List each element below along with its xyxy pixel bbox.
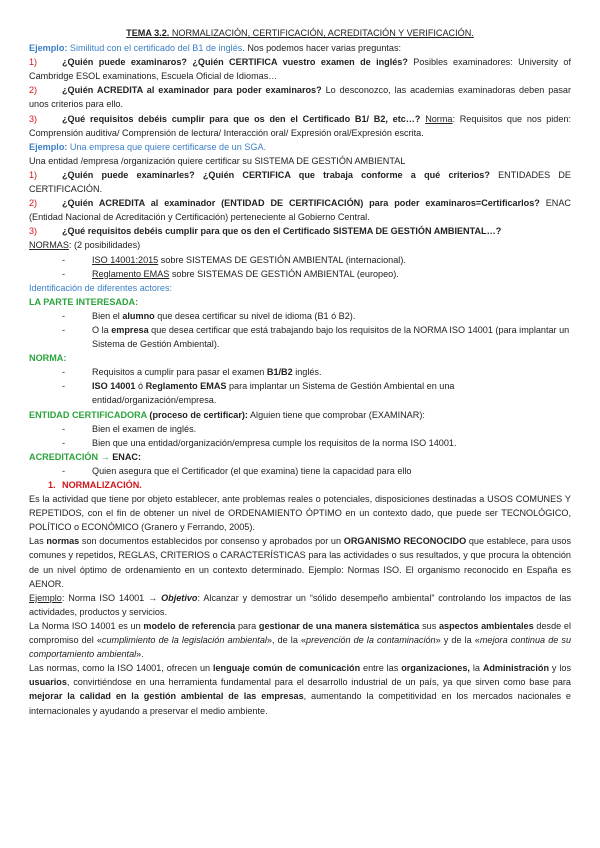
- example-2: Ejemplo: Una empresa que quiere certificarse de un SGA.: [29, 141, 267, 152]
- paragraph-1: Es la actividad que tiene por objeto establecer, ante problemas reales o potenciales, disposiciones destinadas a USOS COMUNES Y REPETIDOS, con el fin de obtener un nivel de ORDENAMIENTO ÓPTIMO en un contexto dado, que puede ser TECNOLÓGICO, POLÍTICO o ECONÓMICO (Granero y Ferrando, 2005).: [29, 494, 571, 533]
- question-1: 1) ¿Quién puede examinaros? ¿Quién CERTIFICA vuestro examen de inglés? Posibles examinadores: University of Cambridge ESOL examinations, Escuela Oficial de Idiomas…: [29, 57, 571, 82]
- parte-item: - Bien el alumno que desea certificar su nivel de idioma (B1 ó B2).: [62, 310, 356, 321]
- parte-item: - O la empresa que desea certificar que está trabajando bajo los requisitos de la NORMA ISO 14001 (para implantar un Sistema de Gestión Ambiental).: [62, 324, 570, 350]
- answer-1: 1) ¿Quién puede examinarles? ¿Quién CERTIFICA que trabaja conforme a qué criterios? ENTIDADES DE CERTIFICACIÓN.: [29, 169, 571, 195]
- answer-3: 3) ¿Qué requisitos debéis cumplir para que os den el Certificado SISTEMA DE GESTIÓN AMBIENTAL…?: [29, 226, 502, 237]
- paragraph-3: Ejemplo: Norma ISO 14001 → Objetivo: Alcanzar y demostrar un “sólido desempeño ambiental” controlando los impactos de las actividades, productos y servicios.: [29, 592, 572, 617]
- entidad-heading: ENTIDAD CERTIFICADORA (proceso de certificar): Alguien tiene que comprobar (EXAMINAR):: [29, 409, 425, 420]
- norma-heading: NORMA:: [29, 353, 67, 364]
- answer-2: 2) ¿Quién ACREDITA al examinador (ENTIDAD DE CERTIFICACIÓN) para poder examinaros=Certificarlos? ENAC (Entidad Nacional de Acreditación y Certificación) perteneciente al Gobierno Central.: [29, 198, 571, 223]
- normas-item: - ISO 14001:2015 sobre SISTEMAS DE GESTIÓN AMBIENTAL (internacional).: [62, 254, 406, 265]
- normas-heading: NORMAS: (2 posibilidades): [29, 240, 141, 251]
- norma-item: - Requisitos a cumplir para pasar el examen B1/B2 inglés.: [62, 367, 322, 378]
- norma-item: - ISO 14001 ó Reglamento EMAS para implantar un Sistema de Gestión Ambiental en una entidad/organización/empresa.: [62, 381, 455, 406]
- paragraph-4: La Norma ISO 14001 es un modelo de referencia para gestionar de una manera sistemática sus aspectos ambientales desde el compromiso del «cumplimiento de la legislación ambiental», de la «prevención de la contaminación» y de la «mejora continua de su comportamiento ambiental».: [29, 620, 572, 660]
- paragraph-5: Las normas, como la ISO 14001, ofrecen un lenguaje común de comunicación entre las organizaciones, la Administración y los usuarios, convirtiéndose en una herramienta fundamental para el desarrollo industrial de un país, ya que sirven como base para mejorar la calidad en la gestión ambiental de las empresas, aumentando la competitividad en los mercados nacionales e internacionales y ayudando a preservar el medio ambiente.: [29, 663, 571, 716]
- entidad-item: - Bien que una entidad/organización/empresa cumple los requisitos de la norma ISO 14001.: [62, 437, 457, 448]
- normas-item: - Reglamento EMAS sobre SISTEMAS DE GESTIÓN AMBIENTAL (europeo).: [62, 268, 399, 279]
- example-2-line: Una entidad /empresa /organización quiere certificar su SISTEMA DE GESTIÓN AMBIENTAL: [29, 155, 406, 166]
- actores-title: Identificación de diferentes actores:: [29, 282, 173, 293]
- entidad-item: - Bien el examen de inglés.: [62, 423, 197, 434]
- question-3: 3) ¿Qué requisitos debéis cumplir para que os den el Certificado B1/ B2, etc…? Norma: Requisitos que nos piden: Comprensión auditiva/ Comprensión de lectura/ Interacción oral/ Expresión oral/Expresión escrita.: [29, 113, 571, 138]
- question-2: 2) ¿Quién ACREDITA al examinador para poder examinaros? Lo desconozco, las academias examinadoras deben pasar unos criterios para ello.: [29, 85, 571, 110]
- section-normalizacion: 1. NORMALIZACIÓN.: [48, 480, 142, 490]
- acreditacion-item: - Quien asegura que el Certificador (el que examina) tiene la capacidad para ello: [62, 465, 412, 476]
- example-1: Ejemplo: Similitud con el certificado del B1 de inglés. Nos podemos hacer varias preguntas:: [29, 43, 402, 54]
- paragraph-2: Las normas son documentos establecidos por consenso y aprobados por un ORGANISMO RECONOCIDO que establece, para usos comunes y repetidos, REGLAS, CRITERIOS o CARACTERÍSTICAS para las actividades o sus resultados, y que procura la obtención de un nivel óptimo de ordenamiento en un contexto determinado. Ejemplo: Normas ISO. El organismo reconocido en España es AENOR.: [29, 536, 571, 589]
- acreditacion-heading: ACREDITACIÓN → ENAC:: [29, 451, 141, 462]
- parte-interesada-heading: LA PARTE INTERESADA:: [29, 296, 139, 307]
- page-title: TEMA 3.2. NORMALIZACIÓN, CERTIFICACIÓN, ACREDITACIÓN Y VERIFICACIÓN.: [126, 28, 474, 38]
